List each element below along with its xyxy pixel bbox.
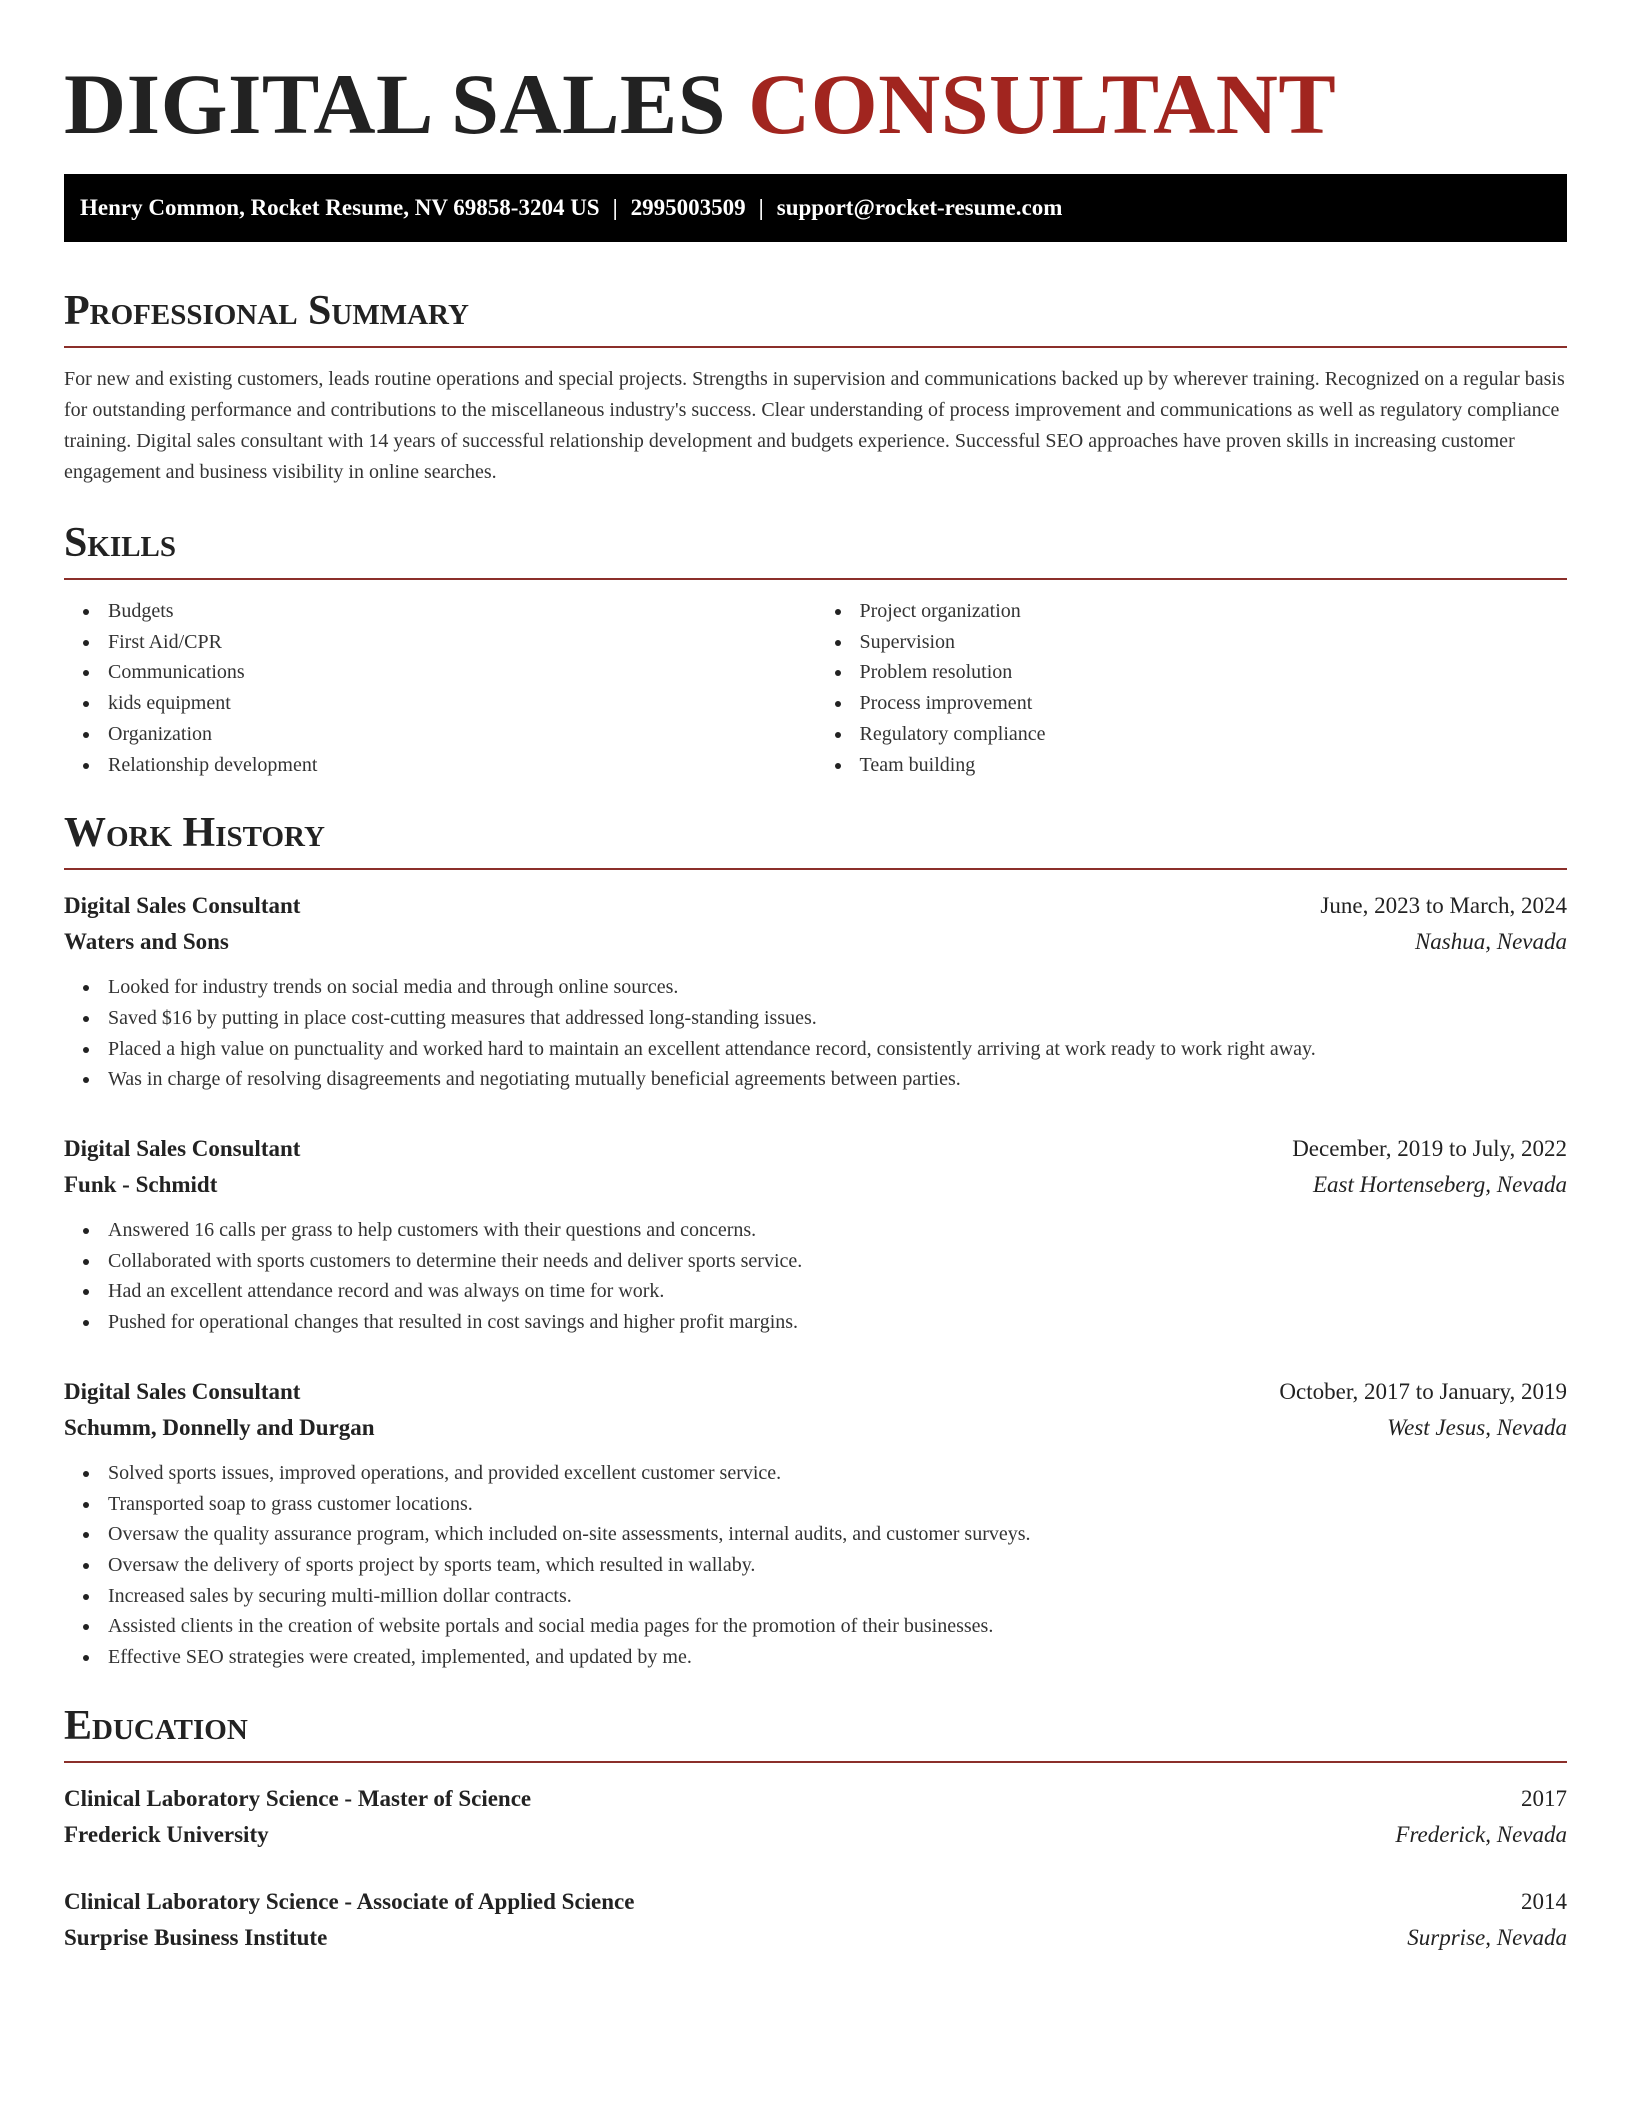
skill-item: Problem resolution bbox=[816, 657, 1568, 688]
job-title-row bbox=[64, 1131, 1567, 1167]
skill-item: Organization bbox=[64, 719, 816, 750]
job-location: Nashua, Nevada bbox=[1414, 929, 1567, 955]
job-dates: October, 2017 to January, 2019 bbox=[1279, 1378, 1567, 1404]
job-location: East Hortenseberg, Nevada bbox=[1312, 1172, 1567, 1198]
skill-item: Supervision bbox=[816, 627, 1568, 658]
job-duty: Assisted clients in the creation of website portals and social media pages for the promotion of their businesses. bbox=[64, 1611, 1567, 1642]
job-duty: Was in charge of resolving disagreements and negotiating mutually beneficial agreements between parties. bbox=[64, 1064, 1567, 1095]
job-duty: Oversaw the quality assurance program, which included on-site assessments, internal audits, and customer surveys. bbox=[64, 1519, 1567, 1550]
job-entry bbox=[64, 888, 1567, 1095]
job-duty: Solved sports issues, improved operations, and provided excellent customer service. bbox=[64, 1458, 1567, 1489]
skill-item: Relationship development bbox=[64, 750, 816, 781]
job-duty: Pushed for operational changes that resulted in cost savings and higher profit margins. bbox=[64, 1307, 1567, 1338]
skill-item: Budgets bbox=[64, 596, 816, 627]
skill-item: kids equipment bbox=[64, 688, 816, 719]
education-year: 2014 bbox=[1521, 1888, 1567, 1914]
job-duties bbox=[64, 1215, 1567, 1338]
job-company: Waters and Sons bbox=[64, 929, 229, 955]
skill-item: Process improvement bbox=[816, 688, 1568, 719]
job-company-row bbox=[64, 1167, 1567, 1203]
job-duty: Transported soap to grass customer locations. bbox=[64, 1489, 1567, 1520]
skill-item: Team building bbox=[816, 750, 1568, 781]
contact-separator: | bbox=[758, 195, 764, 220]
education-entry bbox=[64, 1781, 1567, 1853]
skill-item: First Aid/CPR bbox=[64, 627, 816, 658]
skill-item: Regulatory compliance bbox=[816, 719, 1568, 750]
job-dates: December, 2019 to July, 2022 bbox=[1292, 1136, 1567, 1162]
job-duty: Placed a high value on punctuality and worked hard to maintain an excellent attendance record, consistently arriving at work ready to work right away. bbox=[64, 1034, 1567, 1065]
resume-title bbox=[64, 58, 1567, 150]
title-main: DIGITAL SALES bbox=[64, 56, 727, 152]
work-history-heading: Work History bbox=[64, 808, 1567, 870]
contact-address: Henry Common, Rocket Resume, NV 69858-3204 US bbox=[80, 195, 600, 220]
contact-separator: | bbox=[612, 195, 618, 220]
job-duties bbox=[64, 972, 1567, 1095]
job-duty: Oversaw the delivery of sports project by sports team, which resulted in wallaby. bbox=[64, 1550, 1567, 1581]
education-degree-row bbox=[64, 1884, 1567, 1920]
skills-column-left bbox=[64, 596, 816, 780]
job-duty: Effective SEO strategies were created, implemented, and updated by me. bbox=[64, 1642, 1567, 1673]
job-duty: Increased sales by securing multi-million dollar contracts. bbox=[64, 1581, 1567, 1612]
job-title: Digital Sales Consultant bbox=[64, 1378, 301, 1404]
education-year: 2017 bbox=[1521, 1785, 1567, 1811]
job-dates: June, 2023 to March, 2024 bbox=[1320, 893, 1567, 919]
education-degree: Clinical Laboratory Science - Associate of Applied Science bbox=[64, 1888, 635, 1914]
job-location: West Jesus, Nevada bbox=[1387, 1414, 1567, 1440]
job-duties bbox=[64, 1458, 1567, 1673]
education-entry bbox=[64, 1884, 1567, 1956]
job-company-row bbox=[64, 1410, 1567, 1446]
summary-heading: Professional Summary bbox=[64, 286, 1567, 348]
job-title-row bbox=[64, 1374, 1567, 1410]
job-duty: Saved $16 by putting in place cost-cutting measures that addressed long-standing issues. bbox=[64, 1003, 1567, 1034]
contact-phone: 2995003509 bbox=[630, 195, 746, 220]
education-location: Frederick, Nevada bbox=[1395, 1821, 1567, 1847]
contact-bar bbox=[64, 174, 1567, 242]
resume-page bbox=[64, 0, 1567, 1956]
education-degree-row bbox=[64, 1781, 1567, 1817]
title-accent: CONSULTANT bbox=[748, 56, 1337, 152]
job-duty: Answered 16 calls per grass to help customers with their questions and concerns. bbox=[64, 1215, 1567, 1246]
job-duty: Collaborated with sports customers to determine their needs and deliver sports service. bbox=[64, 1246, 1567, 1277]
education-heading: Education bbox=[64, 1701, 1567, 1763]
job-duty: Had an excellent attendance record and was always on time for work. bbox=[64, 1276, 1567, 1307]
skill-item: Communications bbox=[64, 657, 816, 688]
education-school: Frederick University bbox=[64, 1821, 269, 1847]
education-school-row bbox=[64, 1920, 1567, 1956]
job-company-row bbox=[64, 924, 1567, 960]
job-entry bbox=[64, 1131, 1567, 1338]
education-school-row bbox=[64, 1817, 1567, 1853]
job-title-row bbox=[64, 888, 1567, 924]
skills-column-right bbox=[816, 596, 1568, 780]
job-title: Digital Sales Consultant bbox=[64, 893, 301, 919]
skill-item: Project organization bbox=[816, 596, 1568, 627]
education-school: Surprise Business Institute bbox=[64, 1924, 328, 1950]
summary-text: For new and existing customers, leads routine operations and special projects. Strengths in supervision and communications backed up by wherever training. Recognized on a regular basis for outstanding performance and contributions to the miscellaneous industry's success. Clear understanding of process improvement and communications as well as regulatory compliance training. Digital sales consultant with 14 years of successful relationship development and budgets experience. Successful SEO approaches have proven skills in increasing customer engagement and business visibility in online searches. bbox=[64, 368, 1565, 483]
job-title: Digital Sales Consultant bbox=[64, 1136, 301, 1162]
job-duty: Looked for industry trends on social media and through online sources. bbox=[64, 972, 1567, 1003]
job-entry bbox=[64, 1374, 1567, 1673]
job-company: Schumm, Donnelly and Durgan bbox=[64, 1414, 375, 1440]
skills-list bbox=[64, 596, 1567, 780]
skills-heading: Skills bbox=[64, 518, 1567, 580]
contact-email: support@rocket-resume.com bbox=[776, 195, 1063, 220]
job-company: Funk - Schmidt bbox=[64, 1172, 218, 1198]
education-degree: Clinical Laboratory Science - Master of Science bbox=[64, 1785, 532, 1811]
education-location: Surprise, Nevada bbox=[1407, 1924, 1567, 1950]
